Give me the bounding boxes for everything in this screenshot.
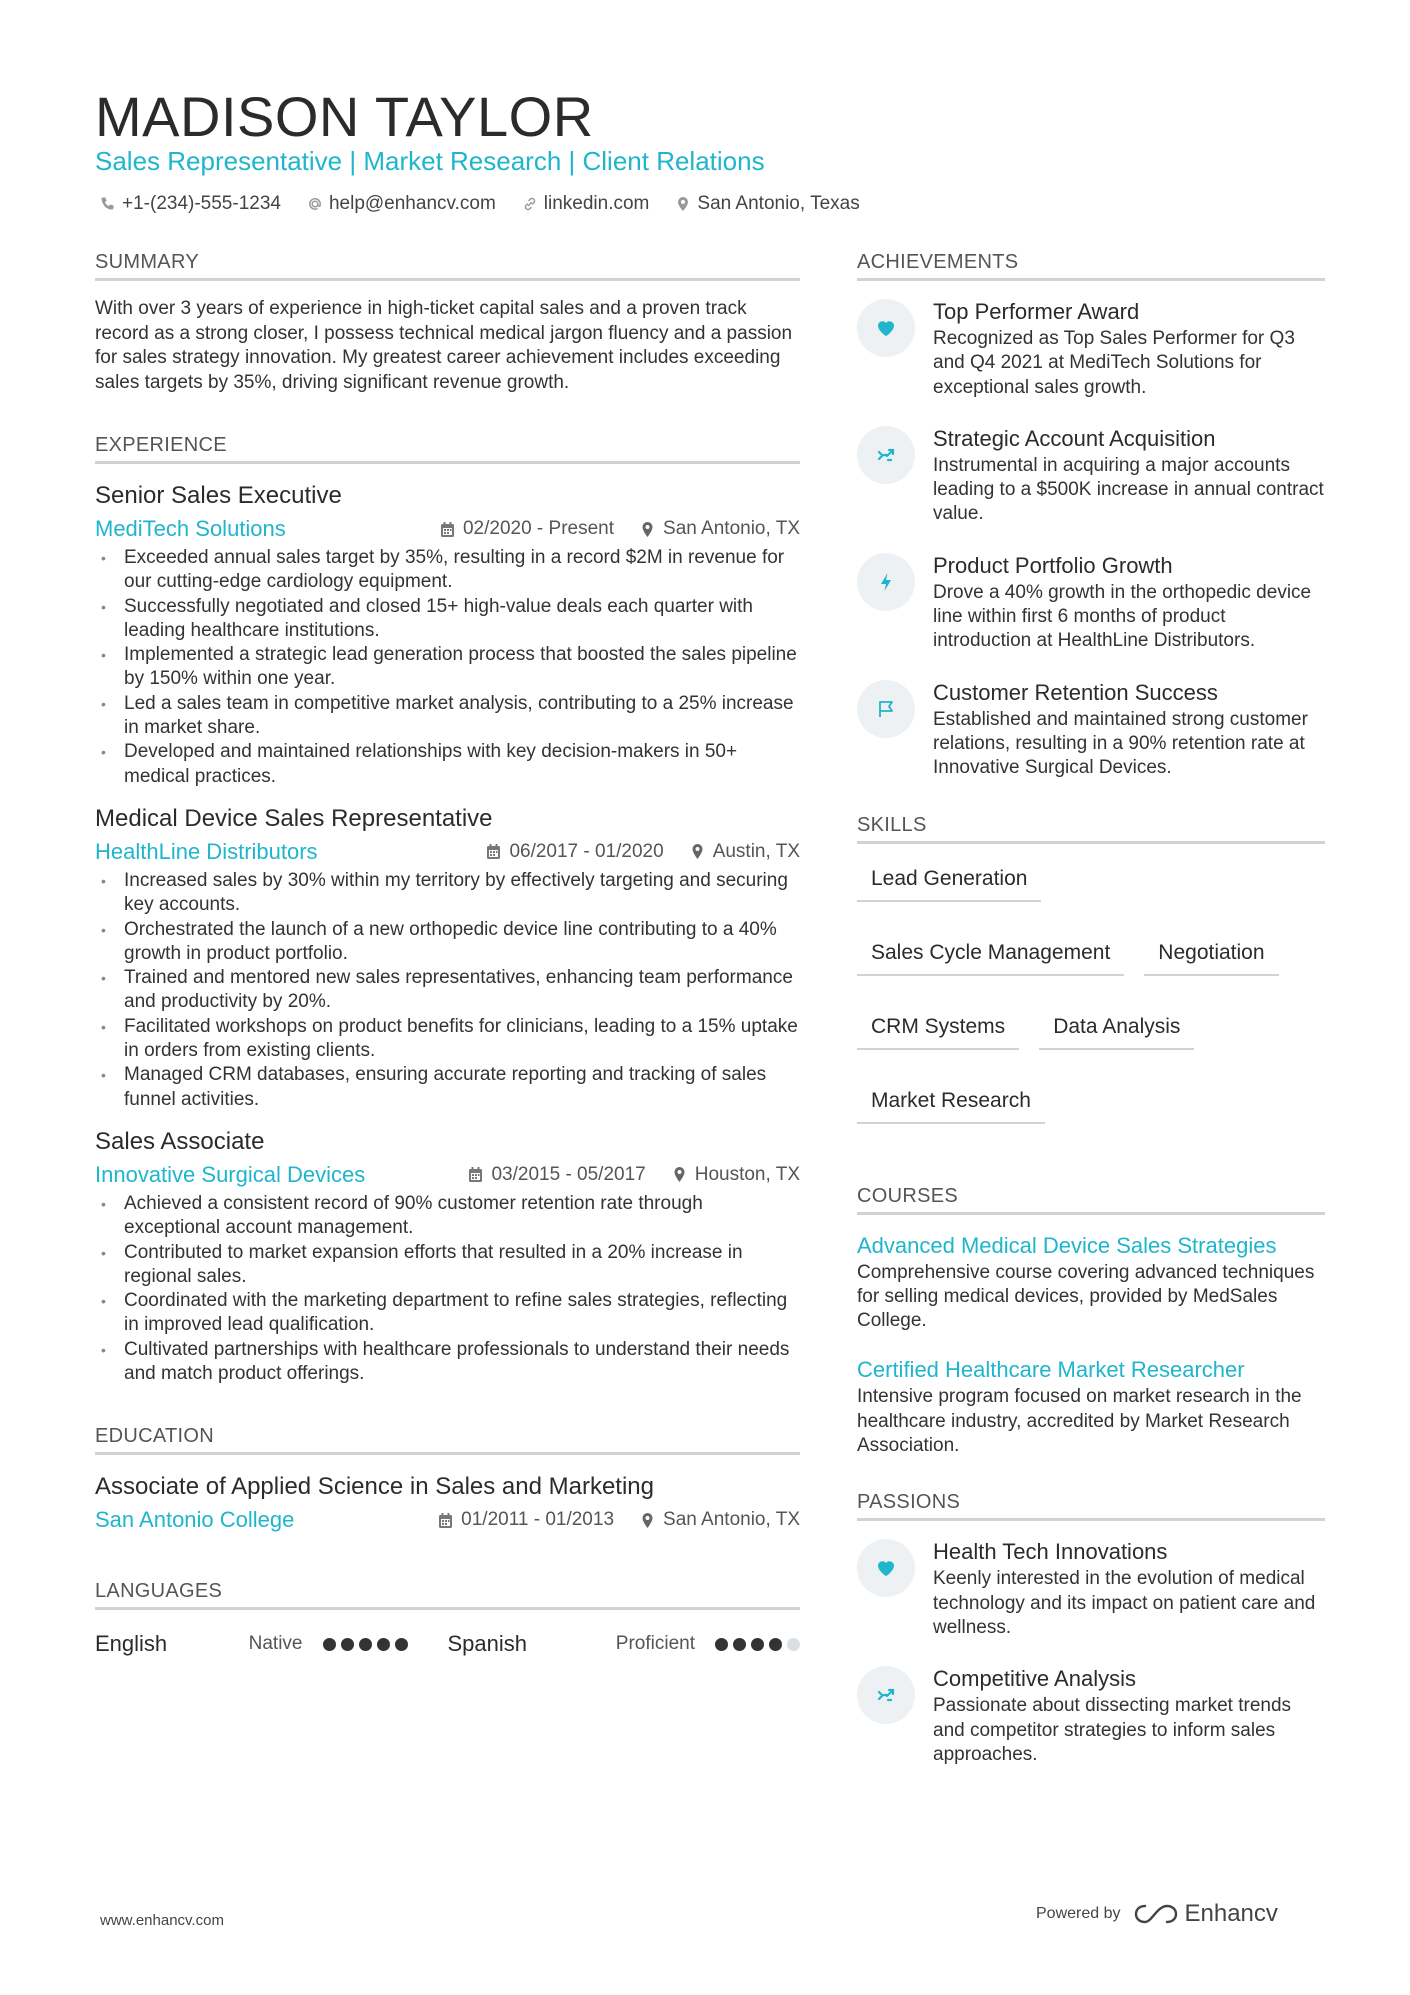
skill-tag: Market Research (857, 1082, 1045, 1124)
course-title: Certified Healthcare Market Researcher (857, 1357, 1245, 1383)
language-name: English (95, 1631, 168, 1657)
heart-icon (875, 1557, 897, 1579)
job-location (640, 518, 800, 540)
rating-dot-filled (377, 1638, 390, 1651)
rating-dot-empty (787, 1638, 800, 1651)
passion-icon-badge (857, 1539, 915, 1597)
skill-tag: Data Analysis (1039, 1008, 1194, 1050)
location-text: San Antonio, Texas (697, 193, 860, 214)
rating-dot-filled (751, 1638, 764, 1651)
courses-section (857, 1182, 1325, 1459)
list-item: • Orchestrated the launch of a new orthopedic device line contributing to a 40% growth in product portfolio. (95, 918, 800, 967)
calendar-icon (468, 1166, 483, 1183)
achievement-icon-badge (857, 426, 915, 484)
summary-text: With over 3 years of experience in high-ticket capital sales and a proven track record as a strong closer, I possess technical medical jargon fluency and a passion for sales strategy innovation. My greatest career achievement includes exceeding sales targets by 35%, driving significant revenue growth. (95, 298, 793, 393)
rating-dot-filled (715, 1638, 728, 1651)
job-bullets (95, 869, 800, 1112)
target-icon (875, 1684, 897, 1706)
passion-title: Health Tech Innovations (933, 1539, 1168, 1565)
job-meta (95, 512, 800, 546)
location-icon (640, 521, 655, 538)
achievement-icon-badge (857, 553, 915, 611)
passion-icon-badge (857, 1666, 915, 1724)
achievement-title: Customer Retention Success (933, 679, 1218, 705)
lightning-icon (875, 571, 897, 593)
company-name: HealthLine Distributors (95, 838, 318, 864)
passion-desc: Passionate about dissecting market trends and competitor strategies to inform sales approaches. (933, 1695, 1292, 1765)
school-name: San Antonio College (95, 1507, 295, 1533)
achievement-icon-badge (857, 299, 915, 357)
passion-item (857, 1537, 1325, 1640)
skill-tag: CRM Systems (857, 1008, 1019, 1050)
job-meta (95, 835, 800, 869)
footer-website-link[interactable]: www.enhancv.com (100, 1912, 224, 1929)
job-title: Sales Associate (95, 1127, 265, 1155)
list-item: • Trained and mentored new sales representatives, enhancing team performance and productivity by 20%. (95, 966, 800, 1015)
passions-heading: PASSIONS (857, 1488, 1325, 1521)
linkedin-text: linkedin.com (543, 193, 650, 214)
languages-heading: LANGUAGES (95, 1577, 800, 1610)
experience-heading: EXPERIENCE (95, 431, 800, 464)
job-meta (95, 1158, 800, 1192)
skill-tag: Negotiation (1144, 934, 1278, 976)
courses-heading: COURSES (857, 1182, 1325, 1215)
passion-title: Competitive Analysis (933, 1666, 1136, 1692)
location-icon (690, 843, 705, 860)
course-title: Advanced Medical Device Sales Strategies (857, 1232, 1277, 1258)
candidate-name: MADISON TAYLOR (95, 85, 594, 148)
education-heading: EDUCATION (95, 1422, 800, 1455)
list-item: • Cultivated partnerships with healthcare professionals to understand their needs and match product offerings. (95, 1338, 800, 1387)
summary-heading: SUMMARY (95, 248, 800, 281)
rating-dot-filled (395, 1638, 408, 1651)
job-dates (486, 841, 663, 863)
heart-icon (875, 317, 897, 339)
job-bullets (95, 1192, 800, 1386)
achievements-section (857, 248, 1325, 781)
course-item (857, 1231, 1325, 1334)
contact-bar (100, 190, 860, 218)
languages-section (95, 1577, 800, 1662)
list-item: • Exceeded annual sales target by 35%, resulting in a record $2M in revenue for our cutting-edge cardiology equipment. (95, 546, 800, 595)
job-location (690, 841, 800, 863)
skill-tag: Sales Cycle Management (857, 934, 1124, 976)
achievement-desc: Established and maintained strong customer relations, resulting in a 90% retention rate at Innovative Surgical Devices. (933, 708, 1308, 779)
list-item: • Achieved a consistent record of 90% customer retention rate through exceptional account management. (95, 1192, 800, 1241)
achievement-desc: Drove a 40% growth in the orthopedic device line within first 6 months of product introduction at HealthLine Distributors. (933, 581, 1312, 652)
list-item: • Facilitated workshops on product benefits for clinicians, leading to a 15% uptake in orders from existing clients. (95, 1015, 800, 1064)
job-dates-text: 03/2015 - 05/2017 (491, 1163, 646, 1185)
course-desc: Intensive program focused on market research in the healthcare industry, accredited by Market Research Association. (857, 1386, 1302, 1457)
passion-desc: Keenly interested in the evolution of medical technology and its impact on patient care and wellness. (933, 1568, 1316, 1638)
right-column (857, 248, 1325, 1791)
flag-icon (875, 698, 897, 720)
summary-section (95, 248, 800, 395)
location-icon (640, 1512, 655, 1529)
location-icon (672, 1166, 687, 1183)
experience-section (95, 431, 800, 1386)
job-bullets (95, 546, 800, 789)
education-meta (95, 1503, 800, 1537)
rating-dot-filled (769, 1638, 782, 1651)
list-item: • Implemented a strategic lead generation process that boosted the sales pipeline by 150% within one year. (95, 643, 800, 692)
achievement-desc: Recognized as Top Sales Performer for Q3 and Q4 2021 at MediTech Solutions for exceptional sales growth. (933, 328, 1295, 398)
language-level: Native (248, 1633, 303, 1655)
contact-email[interactable] (307, 190, 496, 218)
achievement-desc: Instrumental in acquiring a major accounts leading to a $500K increase in annual contract value. (933, 454, 1324, 525)
language-item (95, 1631, 448, 1657)
footer-branding[interactable] (1036, 1900, 1278, 1928)
job-entry (95, 803, 800, 1112)
education-location-text: San Antonio, TX (663, 1509, 800, 1531)
achievements-heading: ACHIEVEMENTS (857, 248, 1325, 281)
job-location-text: San Antonio, TX (663, 518, 800, 539)
passion-item (857, 1664, 1325, 1767)
phone-text: +1-(234)-555-1234 (122, 193, 281, 214)
list-item: • Managed CRM databases, ensuring accurate reporting and tracking of sales funnel activities. (95, 1063, 800, 1112)
job-entry (95, 480, 800, 789)
enhancv-logo-icon (1133, 1902, 1179, 1926)
achievement-title: Strategic Account Acquisition (933, 425, 1216, 451)
list-item: • Increased sales by 30% within my territory by effectively targeting and securing key accounts. (95, 869, 800, 918)
list-item: • Developed and maintained relationships with key decision-makers in 50+ medical practices. (95, 740, 800, 789)
skills-list (857, 860, 1327, 1124)
language-item (448, 1631, 801, 1657)
left-column (95, 248, 800, 1662)
language-rating (323, 1638, 408, 1651)
job-title: Medical Device Sales Representative (95, 804, 493, 832)
job-dates-text: 06/2017 - 01/2020 (509, 840, 664, 862)
contact-location (675, 190, 859, 218)
target-icon (875, 444, 897, 466)
list-item: • Led a sales team in competitive market analysis, contributing to a 25% increase in market share. (95, 692, 800, 741)
calendar-icon (486, 843, 501, 860)
job-location-text: Houston, TX (694, 1163, 800, 1185)
job-location-text: Austin, TX (712, 840, 800, 862)
course-item (857, 1355, 1325, 1458)
job-title: Senior Sales Executive (95, 482, 342, 509)
at-icon (307, 196, 323, 212)
language-name: Spanish (447, 1631, 528, 1657)
achievement-item (857, 551, 1325, 654)
contact-phone[interactable] (100, 190, 281, 218)
skill-tag: Lead Generation (857, 860, 1041, 902)
education-location (640, 1509, 800, 1531)
passions-section (857, 1488, 1325, 1767)
email-text: help@enhancv.com (328, 193, 496, 214)
education-section (95, 1422, 800, 1537)
achievement-item (857, 678, 1325, 781)
rating-dot-filled (323, 1638, 336, 1651)
job-entry (95, 1126, 800, 1386)
contact-linkedin[interactable] (522, 190, 650, 218)
job-dates-text: 02/2020 - Present (462, 518, 615, 539)
job-dates (468, 1164, 645, 1186)
rating-dot-filled (733, 1638, 746, 1651)
calendar-icon (438, 1512, 453, 1529)
company-name: MediTech Solutions (95, 516, 286, 541)
brand-logo (1133, 1900, 1278, 1928)
achievement-title: Top Performer Award (933, 299, 1140, 324)
achievement-icon-badge (857, 680, 915, 738)
education-dates (438, 1509, 614, 1531)
achievement-title: Product Portfolio Growth (933, 552, 1173, 578)
job-location (672, 1164, 800, 1186)
language-rating (715, 1638, 800, 1651)
list-item: • Contributed to market expansion efforts that resulted in a 20% increase in regional sales. (95, 1241, 800, 1290)
phone-icon (100, 196, 116, 212)
rating-dot-filled (359, 1638, 372, 1651)
achievement-item (857, 297, 1325, 400)
language-level: Proficient (615, 1633, 695, 1655)
languages-row (95, 1626, 800, 1662)
company-name: Innovative Surgical Devices (95, 1161, 366, 1187)
education-dates-text: 01/2011 - 01/2013 (461, 1509, 615, 1531)
achievement-item (857, 424, 1325, 527)
job-dates (440, 518, 614, 540)
powered-by-text: Powered by (1036, 1905, 1121, 1922)
link-icon (522, 196, 538, 212)
location-icon (675, 196, 691, 212)
brand-name: Enhancv (1184, 1900, 1278, 1927)
course-desc: Comprehensive course covering advanced techniques for selling medical devices, provided by MedSales College. (857, 1261, 1315, 1332)
degree-title: Associate of Applied Science in Sales and Marketing (95, 1473, 654, 1501)
rating-dot-filled (341, 1638, 354, 1651)
list-item: • Successfully negotiated and closed 15+ high-value deals each quarter with leading healthcare institutions. (95, 595, 800, 644)
skills-section (857, 811, 1325, 1124)
tagline: Sales Representative | Market Research | Client Relations (95, 146, 765, 176)
skills-heading: SKILLS (857, 811, 1325, 844)
calendar-icon (440, 521, 455, 538)
list-item: • Coordinated with the marketing department to refine sales strategies, reflecting in improved lead qualification. (95, 1289, 800, 1338)
